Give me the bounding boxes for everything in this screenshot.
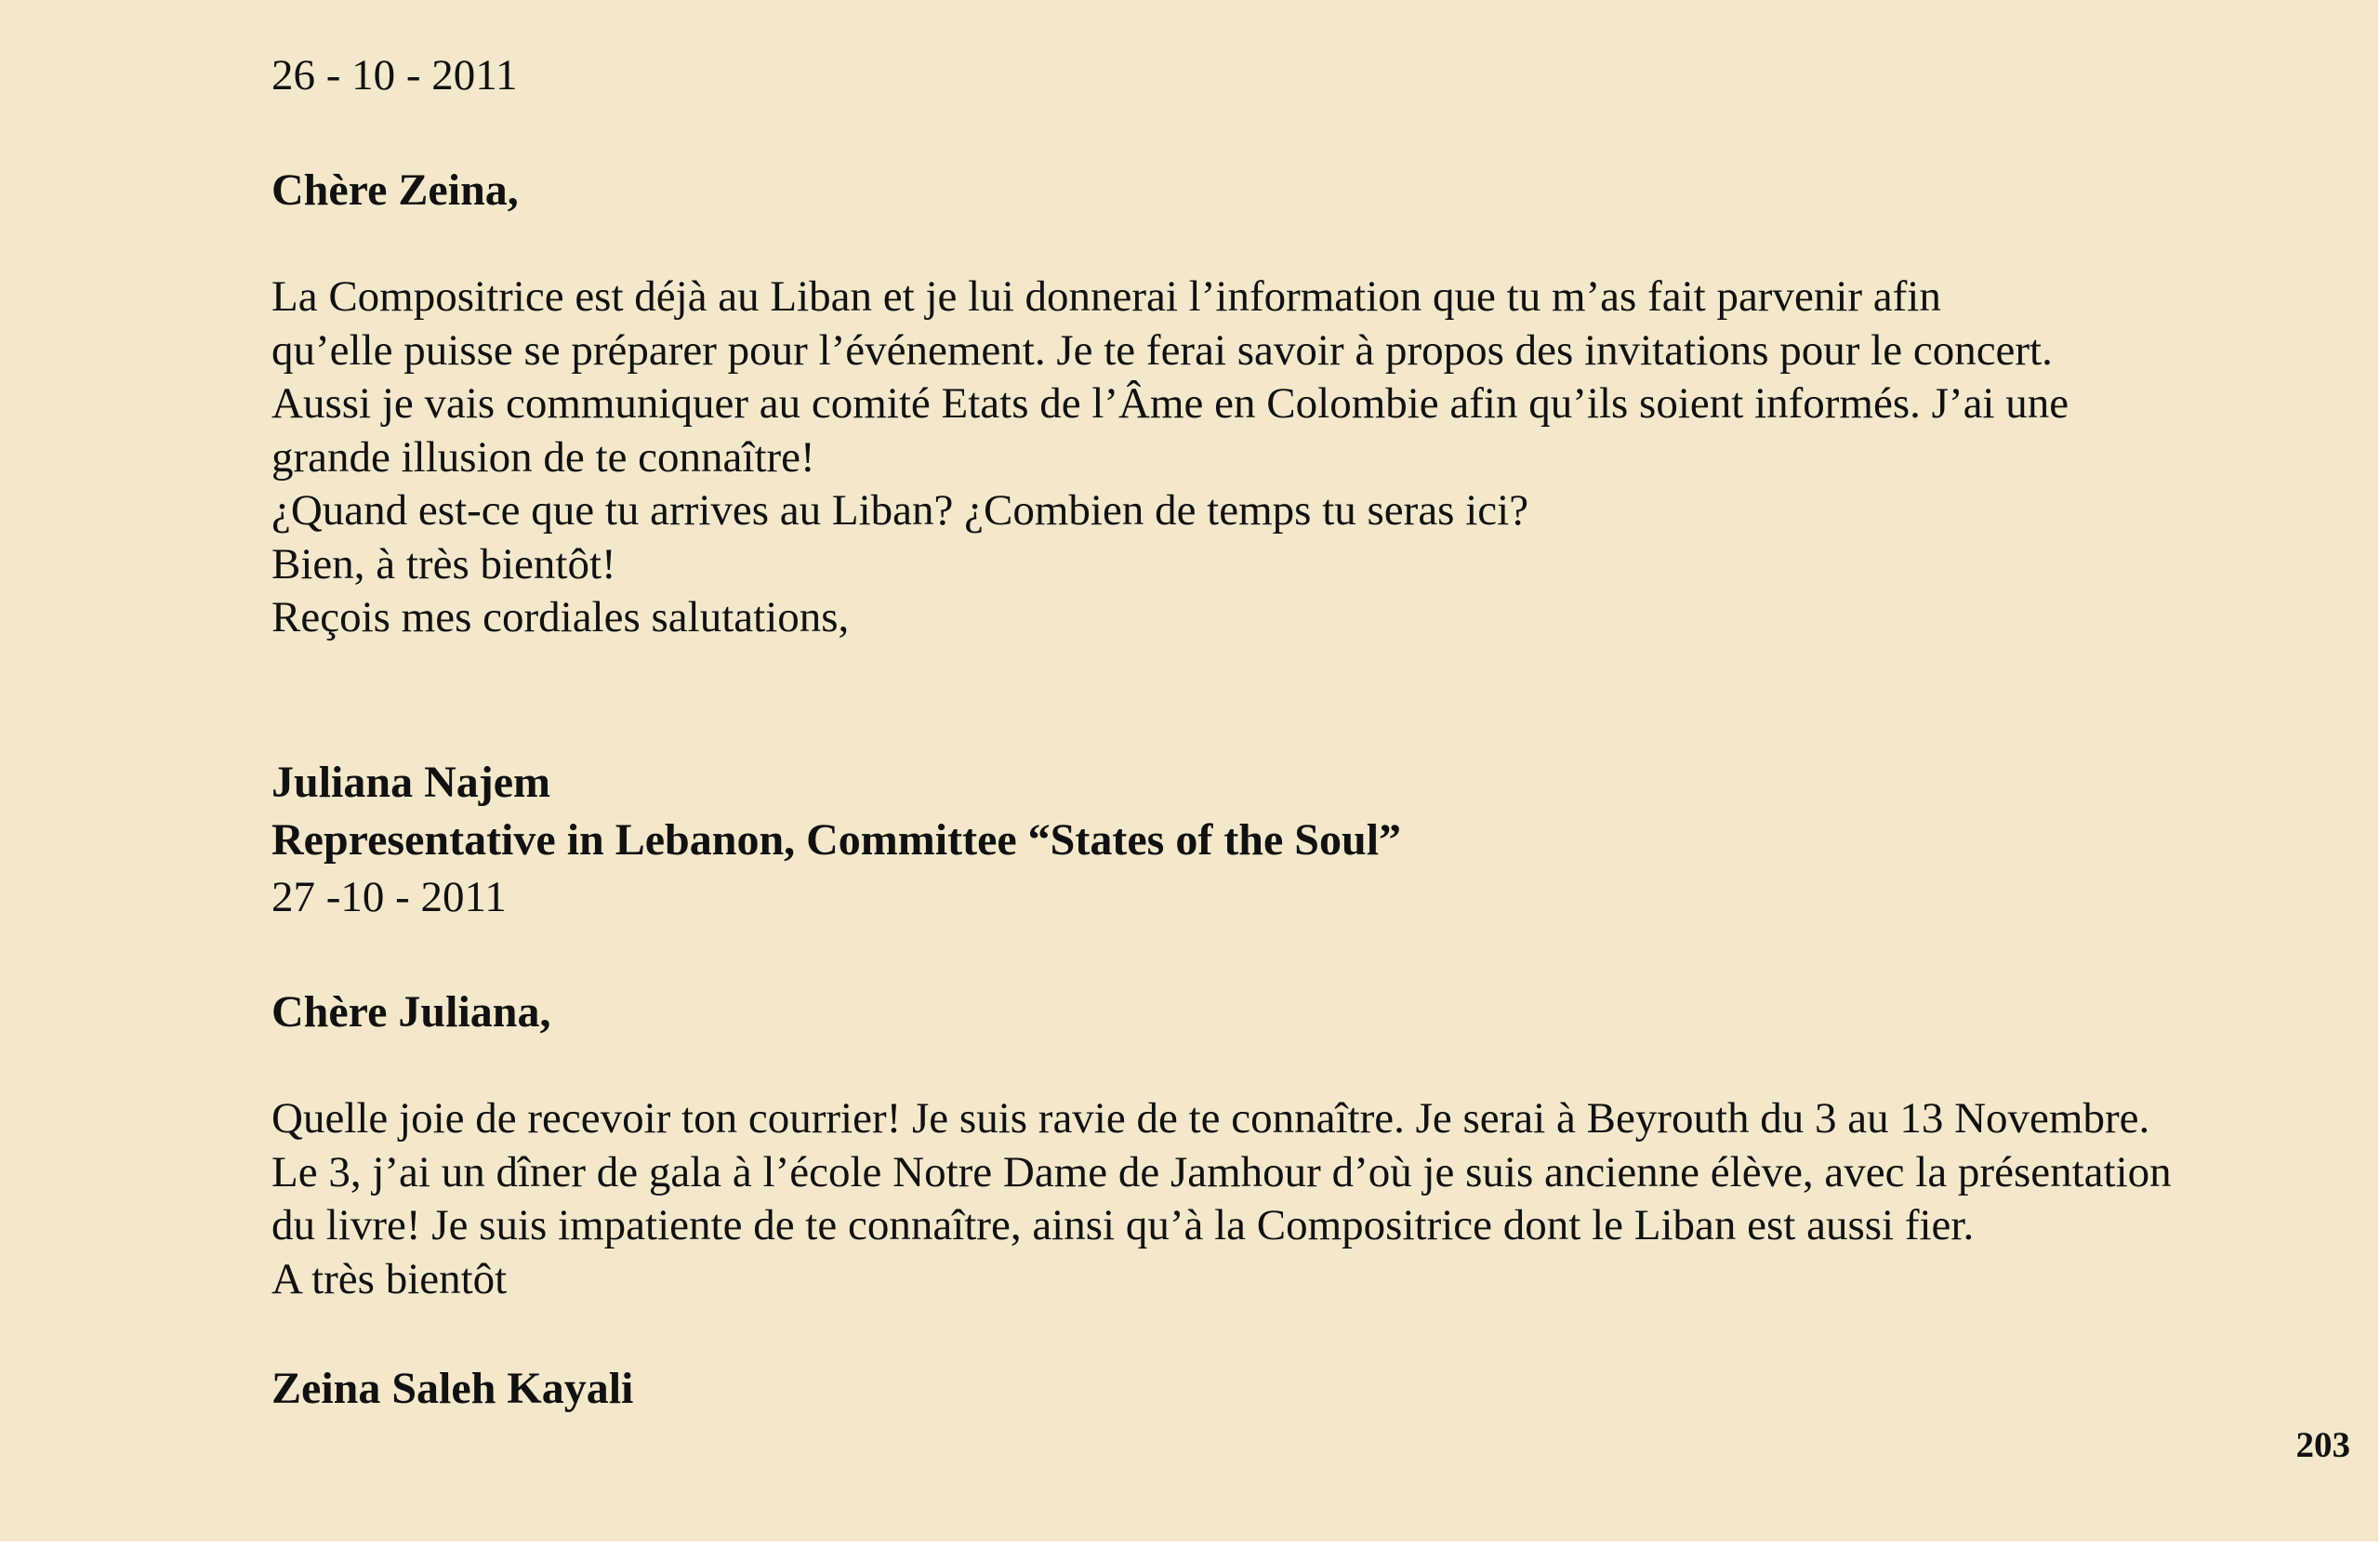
body-line: Quelle joie de recevoir ton courrier! Je suis ravie de te connaître. Je serai à Beyrouth du 3 au 13 Novembre. — [271, 1094, 2150, 1143]
body-line: grande illusion de te connaître! — [271, 432, 815, 482]
letter-1-signature-name: Juliana Najem — [271, 758, 550, 807]
body-line: La Compositrice est déjà au Liban et je lui donnerai l’information que tu m’as fait parvenir afin — [271, 272, 1941, 321]
body-line: Le 3, j’ai un dîner de gala à l’école Notre Dame de Jamhour d’où je suis ancienne élève, avec la présentation — [271, 1147, 2172, 1196]
body-line: Reçois mes cordiales salutations, — [271, 593, 850, 641]
letter-2-signature-name: Zeina Saleh Kayali — [271, 1364, 634, 1413]
body-line: Aussi je vais communiquer au comité Etats de l’Âme en Colombie afin qu’ils soient informés. J’ai une — [271, 379, 2069, 428]
letter-2-date: 27 -10 - 2011 — [271, 873, 507, 921]
body-line: A très bientôt — [271, 1254, 508, 1303]
body-line: ¿Quand est-ce que tu arrives au Liban? ¿Combien de temps tu seras ici? — [271, 486, 1529, 535]
letter-1-body — [271, 271, 2270, 645]
body-line: qu’elle puisse se préparer pour l’événement. Je te ferai savoir à propos des invitations pour le concert. — [271, 325, 2053, 375]
body-line: Bien, à très bientôt! — [271, 539, 616, 588]
letter-1-signature-title: Representative in Lebanon, Committee “States of the Soul” — [271, 815, 1402, 865]
letter-1-date: 26 - 10 - 2011 — [271, 51, 518, 99]
body-line: du livre! Je suis impatiente de te connaître, ainsi qu’à la Compositrice dont le Liban est aussi fier. — [271, 1201, 1975, 1249]
letter-1-greeting: Chère Zeina, — [271, 165, 519, 215]
letter-2-greeting: Chère Juliana, — [271, 987, 551, 1037]
letter-2-body — [271, 1092, 2270, 1306]
page-number: 203 — [2295, 1425, 2350, 1465]
